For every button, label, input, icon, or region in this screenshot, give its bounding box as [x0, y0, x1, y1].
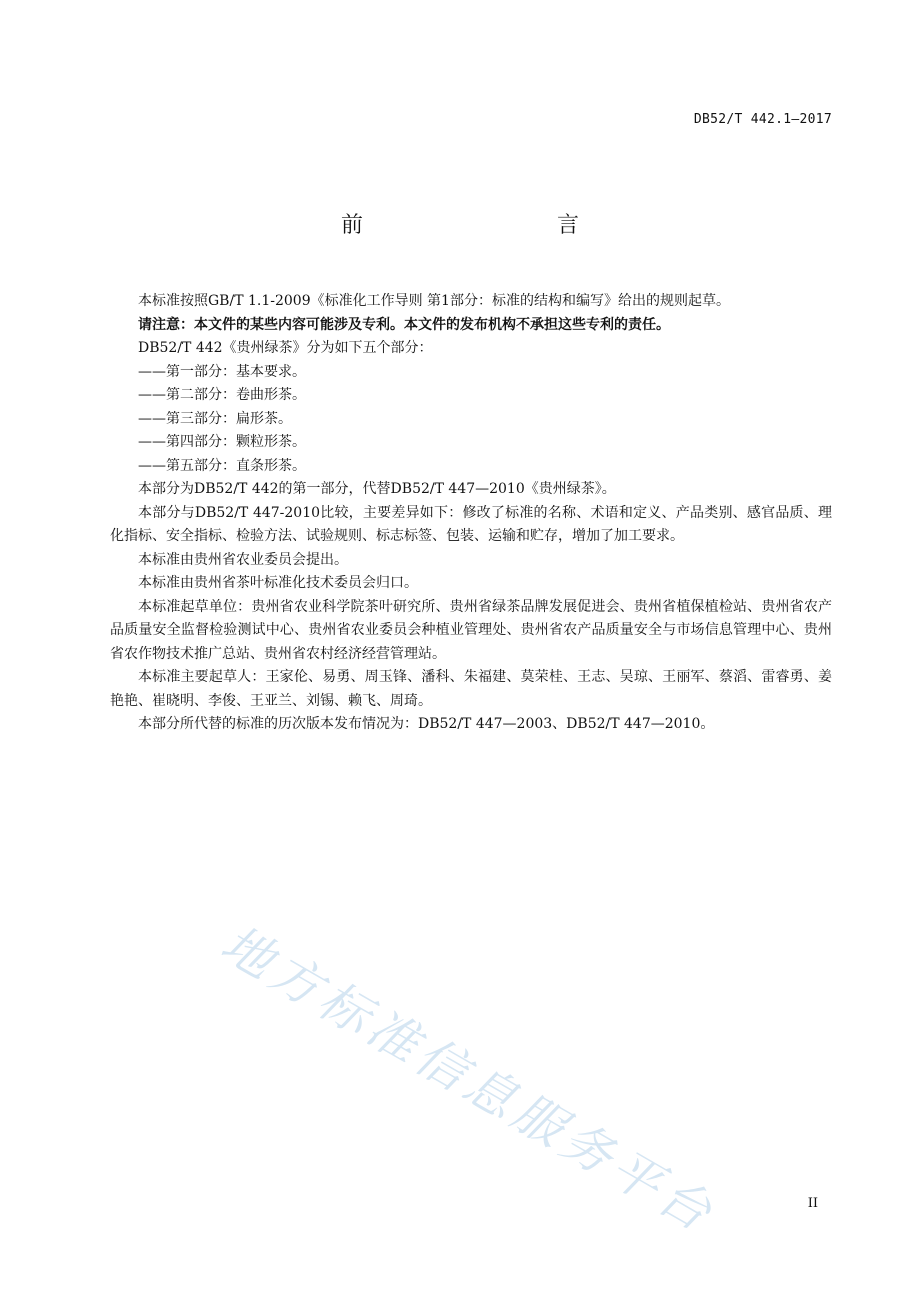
- document-code: DB52/T 442.1—2017: [693, 112, 832, 127]
- paragraph-drafting-rules: 本标准按照GB/T 1.1-2009《标准化工作导则 第1部分：标准的结构和编写》给出的规则起草。: [138, 293, 730, 309]
- list-item-part-3: ——第三部分：扁形茶。: [138, 410, 292, 427]
- foreword-body: [110, 290, 832, 737]
- paragraph-drafters: 本标准主要起草人：王家伦、易勇、周玉锋、潘科、朱福建、莫荣桂、王志、吴琼、王丽军、蔡滔、雷睿勇、姜艳艳、崔晓明、李俊、王亚兰、刘锡、赖飞、周琦。: [110, 669, 832, 709]
- list-item-part-5: ——第五部分：直条形茶。: [138, 457, 306, 474]
- paragraph-differences: 本部分与DB52/T 447-2010比较，主要差异如下：修改了标准的名称、术语和定义、产品类别、感官品质、理化指标、安全指标、检验方法、试验规则、标志标签、包装、运输和贮存，增加了加工要求。: [110, 504, 832, 544]
- list-item-part-2: ——第二部分：卷曲形茶。: [138, 387, 306, 403]
- paragraph-previous-editions: 本部分所代替的标准的历次版本发布情况为：DB52/T 447—2003、DB52/T 447—2010。: [138, 716, 715, 732]
- list-item-part-1: ——第一部分：基本要求。: [138, 363, 306, 380]
- paragraph-drafting-units: 本标准起草单位：贵州省农业科学院茶叶研究所、贵州省绿茶品牌发展促进会、贵州省植保植检站、贵州省农产品质量安全监督检验测试中心、贵州省农业委员会种植业管理处、贵州省农产品质量安全与市场信息管理中心、贵州省农作物技术推广总站、贵州省农村经济经营管理站。: [110, 598, 832, 662]
- paragraph-replacement: 本部分为DB52/T 442的第一部分，代替DB52/T 447—2010《贵州绿茶》。: [138, 481, 616, 497]
- list-item-part-4: ——第四部分：颗粒形茶。: [138, 434, 306, 450]
- page-number: II: [807, 1196, 818, 1211]
- paragraph-parts-intro: DB52/T 442《贵州绿茶》分为如下五个部分：: [138, 340, 433, 356]
- page-title: 前 言: [340, 213, 629, 238]
- paragraph-proposer: 本标准由贵州省农业委员会提出。: [138, 551, 348, 568]
- paragraph-committee: 本标准由贵州省茶叶标准化技术委员会归口。: [138, 575, 418, 591]
- paragraph-patent-notice: 请注意：本文件的某些内容可能涉及专利。本文件的发布机构不承担这些专利的责任。: [138, 316, 670, 333]
- watermark-text: 地方标准信息服务平台: [211, 914, 726, 1245]
